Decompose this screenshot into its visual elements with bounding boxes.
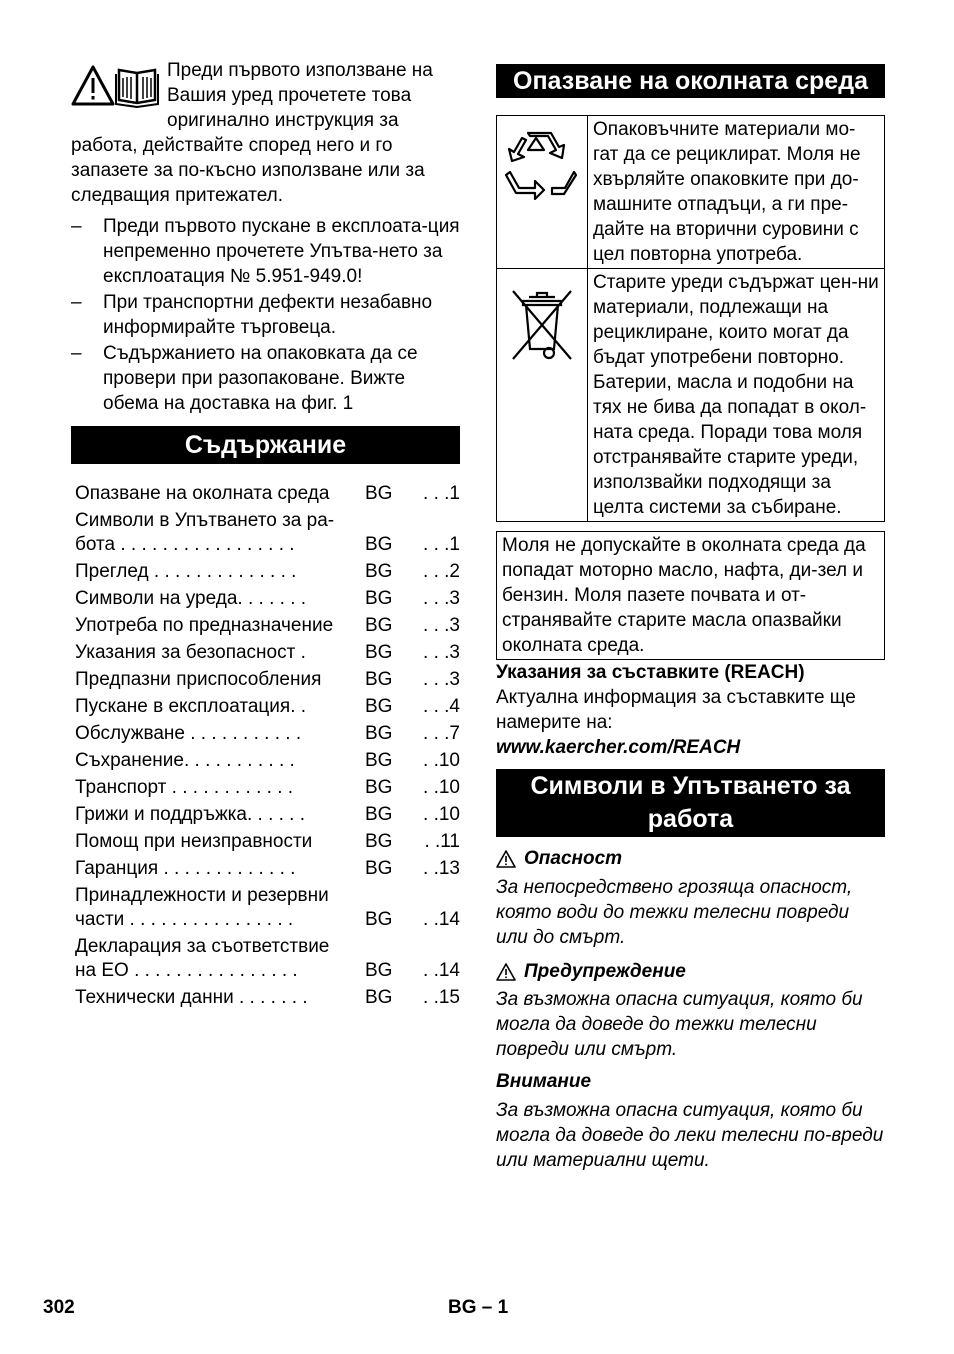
table-of-contents <box>71 482 460 1010</box>
toc-row[interactable]: Обслужване . . . . . . . . . . . BG . . .7 <box>75 723 460 744</box>
reach-link[interactable]: www.kaercher.com/REACH <box>496 737 741 758</box>
toc-row[interactable]: Преглед . . . . . . . . . . . . . . BG . . .2 <box>75 561 460 582</box>
toc-row[interactable]: Символи в Упътването за ра- бота . . . . . . . . . . . . . . . . . BG . . .1 <box>75 510 460 555</box>
crossed-bin-icon <box>509 287 575 363</box>
table-row <box>497 116 885 269</box>
environment-table <box>496 115 885 522</box>
caution-text: За възможна опасна ситуация, която би могла да доведе до леки телесни по-вреди или материални щети. <box>496 1100 884 1171</box>
warning-triangle-icon <box>496 850 516 868</box>
section-label: BG – 1 <box>448 1297 509 1318</box>
danger-label: Опасност <box>524 848 623 869</box>
toc-row[interactable]: Съхранение. . . . . . . . . . . BG . .10 <box>75 750 460 771</box>
list-item: – Преди първото пускане в експлоата-ция непременно прочетете Упътва-нето за експлоатация № 5.951-949.0! <box>71 216 460 287</box>
warning-triangle-icon <box>73 67 113 104</box>
right-column <box>496 64 885 1173</box>
toc-row[interactable]: Декларация за съответствие на ЕО . . . . . . . . . . . . . . . . BG . .14 <box>75 936 460 981</box>
recycle-icon-cell <box>497 116 588 269</box>
page-number: 302 <box>43 1297 75 1318</box>
contents-heading: Съдържание <box>71 426 460 464</box>
toc-row[interactable]: Предпазни приспособления BG . . .3 <box>75 669 460 690</box>
toc-row[interactable]: Транспорт . . . . . . . . . . . . BG . .10 <box>75 777 460 798</box>
warning-text: За възможна опасна ситуация, която би могла да доведе до тежки телесни повреди или смърт. <box>496 989 863 1060</box>
recycle-icon <box>504 128 580 208</box>
caution-label: Внимание <box>496 1071 592 1092</box>
intro-text: Преди първото използване на Вашия уред прочетете това оригинално инструкция за работа, действайте според него и го запазете за по-късно използване или за следващия притежател. <box>71 60 433 206</box>
toc-row[interactable]: Гаранция . . . . . . . . . . . . . BG . .13 <box>75 858 460 879</box>
crossed-bin-text: Старите уреди съдържат цен-ни материали, подлежащи на рециклиране, които могат да бъдат употребени повторно. Батерии, масла и подобни на тях не бива да попадат в окол-ната среда. Поради това моля отстранявайте старите уреди, използвайки подходящи за целта системи за събиране. <box>588 269 885 522</box>
toc-row[interactable]: Опазване на околната среда BG . . .1 <box>75 483 460 504</box>
toc-row[interactable]: Символи на уреда. . . . . . . BG . . .3 <box>75 588 460 609</box>
toc-row[interactable]: Пускане в експлоатация. . BG . . .4 <box>75 696 460 717</box>
warning-label: Предупреждение <box>524 961 686 982</box>
toc-row[interactable]: Принадлежности и резервни части . . . . . . . . . . . . . . . . BG . .14 <box>75 885 460 930</box>
toc-row[interactable]: Помощ при неизправности BG . .11 <box>75 831 460 852</box>
warning-triangle-icon <box>496 963 516 981</box>
toc-row[interactable]: Технически данни . . . . . . . BG . .15 <box>75 987 460 1008</box>
reach-text: Актуална информация за съставките ще намерите на: <box>496 687 856 733</box>
toc-row[interactable]: Грижи и поддръжка. . . . . . BG . .10 <box>75 804 460 825</box>
open-book-icon <box>116 70 158 107</box>
recycle-text: Опаковъчните материали мо-гат да се рециклират. Моля не хвърляйте опаковките при до-машните отпадъци, а ги пре-дайте на вторични суровини с цел повторна употреба. <box>588 116 885 269</box>
list-item: – Съдържанието на опаковката да се провери при разопаковане. Вижте обема на доставка на фиг. 1 <box>71 343 418 414</box>
danger-label-line <box>496 846 885 871</box>
warning-label-line <box>496 959 885 984</box>
left-column <box>71 58 460 1013</box>
crossed-bin-icon-cell <box>497 269 588 522</box>
symbols-heading: Символи в Упътването за работа <box>496 769 885 837</box>
environment-heading: Опазване на околната среда <box>496 64 885 98</box>
oil-note-box: Моля не допускайте в околната среда да попадат моторно масло, нафта, ди-зел и бензин. Моля пазете почвата и от-странявайте старите масла опазвайки околната среда. <box>496 531 885 660</box>
list-item: – При транспортни дефекти незабавно информирайте търговеца. <box>71 292 433 338</box>
intro-section <box>71 58 460 416</box>
intro-icons <box>71 64 161 110</box>
toc-row[interactable]: Указания за безопасност . BG . . .3 <box>75 642 460 663</box>
table-row <box>497 269 885 522</box>
reach-heading: Указания за съставките (REACH) <box>496 662 805 683</box>
toc-row[interactable]: Употреба по предназначение BG . . .3 <box>75 615 460 636</box>
danger-text: За непосредствено грозяща опасност, която води до тежки телесни повреди или до смърт. <box>496 877 853 948</box>
